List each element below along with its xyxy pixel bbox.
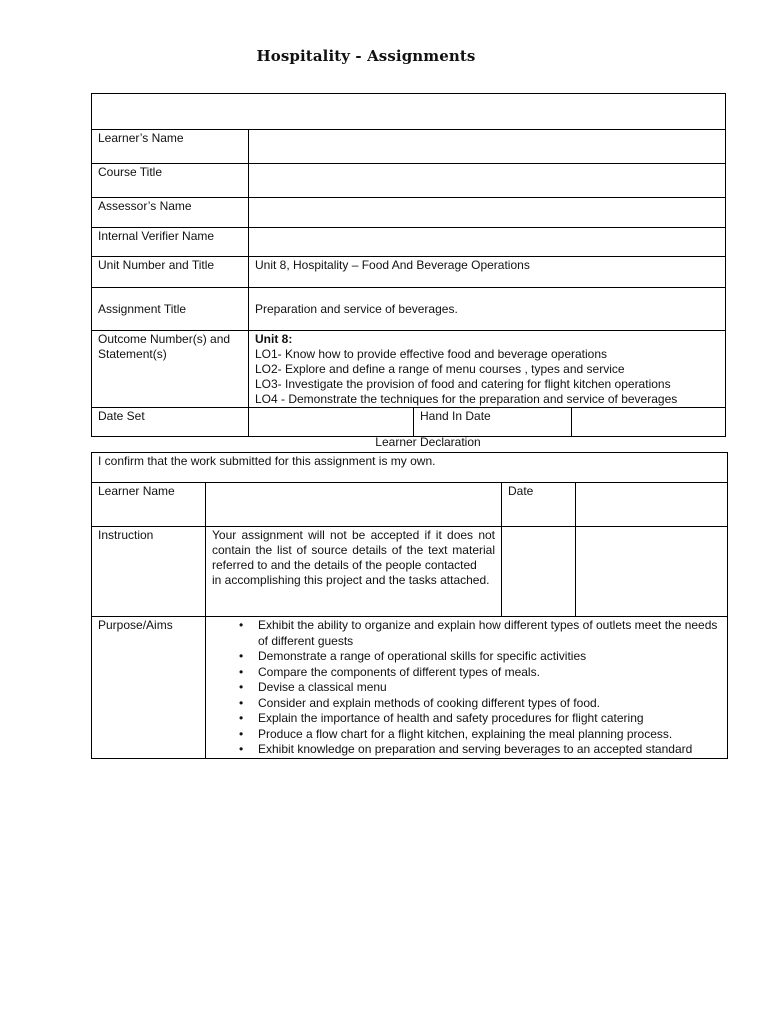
purpose-label: Purpose/Aims: [92, 617, 206, 759]
date-label: Date: [502, 483, 576, 527]
outcome-lo3: LO3- Investigate the provision of food and catering for flight kitchen operations: [255, 377, 671, 391]
list-item: [206, 618, 721, 649]
bullet-icon: •: [239, 711, 244, 725]
instruction-text-main: Your assignment will not be accepted if it does not contain the list of source details of the text material referred to and the details of the people contacted: [212, 528, 495, 572]
date-set-field[interactable]: [249, 408, 414, 437]
assignment-title-label: Assignment Title: [92, 288, 249, 331]
bullet-icon: •: [239, 695, 244, 710]
list-item: [206, 711, 721, 727]
outcome-label: Outcome Number(s) and Statement(s): [92, 331, 249, 408]
aim-text: Devise a classical menu: [258, 680, 387, 694]
table-row: [92, 331, 726, 408]
purpose-aims: [206, 617, 728, 759]
instruction-empty-cell: [576, 527, 728, 617]
table-row: [92, 453, 728, 483]
aim-text: Compare the components of different types of meals.: [258, 664, 540, 679]
aim-text: Exhibit knowledge on preparation and serving beverages to an accepted standard: [258, 742, 693, 756]
list-item: [206, 696, 721, 712]
bullet-icon: •: [239, 726, 244, 741]
assignment-info-table: [91, 93, 726, 437]
table-row: [92, 130, 726, 164]
outcome-lo1: LO1- Know how to provide effective food and beverage operations: [255, 347, 608, 361]
aim-text: Demonstrate a range of operational skills for specific activities: [258, 649, 587, 663]
learner-name-label: Learner’s Name: [92, 130, 249, 164]
table-row: [92, 198, 726, 228]
course-title-label: Course Title: [92, 164, 249, 198]
instruction-text-tail: in accomplishing this project and the tasks attached.: [212, 573, 490, 587]
bullet-icon: •: [239, 742, 244, 756]
document-title: Hospitality - Assignments: [256, 47, 476, 65]
instruction-empty-cell: [502, 527, 576, 617]
list-item: [206, 742, 721, 758]
table-row: [92, 483, 728, 527]
date-field[interactable]: [576, 483, 728, 527]
bullet-icon: •: [239, 664, 244, 679]
bullet-icon: •: [239, 649, 244, 663]
table-row: [92, 527, 728, 617]
learner-declaration-caption: Learner Declaration: [375, 435, 481, 449]
learner-declaration-table: [91, 452, 728, 759]
internal-verifier-field[interactable]: [249, 228, 726, 257]
bullet-icon: •: [239, 680, 244, 694]
assessor-name-field[interactable]: [249, 198, 726, 228]
unit-value: Unit 8, Hospitality – Food And Beverage Operations: [249, 257, 726, 288]
aim-text: Exhibit the ability to organize and explain how different types of outlets meet the needs of different guests: [258, 618, 718, 648]
course-title-field[interactable]: [249, 164, 726, 198]
table-row: [92, 257, 726, 288]
instruction-text: [206, 527, 502, 617]
table-row: [92, 288, 726, 331]
blank-header-cell: [92, 94, 726, 130]
bullet-icon: •: [239, 618, 244, 632]
table-row: [92, 408, 726, 437]
table-header-blank-row: [92, 94, 726, 130]
aim-text: Produce a flow chart for a flight kitchen, explaining the meal planning process.: [258, 726, 673, 741]
list-item: [206, 665, 721, 681]
list-item: [206, 680, 721, 696]
table-row: [92, 164, 726, 198]
aims-list: [206, 618, 721, 758]
internal-verifier-label: Internal Verifier Name: [92, 228, 249, 257]
assignment-title-value: Preparation and service of beverages.: [249, 288, 726, 331]
list-item: [206, 727, 721, 743]
table-row: [92, 228, 726, 257]
learner-name-label: Learner Name: [92, 483, 206, 527]
hand-in-date-field[interactable]: [572, 408, 726, 437]
hand-in-date-label: Hand In Date: [414, 408, 572, 437]
aim-text: Consider and explain methods of cooking different types of food.: [258, 695, 600, 710]
outcome-lo2: LO2- Explore and define a range of menu courses , types and service: [255, 362, 625, 376]
outcome-lo4: LO4 - Demonstrate the techniques for the preparation and service of beverages: [255, 392, 678, 406]
assessor-name-label: Assessor’s Name: [92, 198, 249, 228]
learner-name-field[interactable]: [249, 130, 726, 164]
list-item: [206, 649, 721, 665]
declaration-statement: I confirm that the work submitted for this assignment is my own.: [92, 453, 728, 483]
date-set-label: Date Set: [92, 408, 249, 437]
outcome-statements: [249, 331, 726, 408]
instruction-label: Instruction: [92, 527, 206, 617]
table-row: [92, 617, 728, 759]
aim-text: Explain the importance of health and safety procedures for flight catering: [258, 711, 644, 725]
learner-name-field[interactable]: [206, 483, 502, 527]
unit-label: Unit Number and Title: [92, 257, 249, 288]
outcome-heading: Unit 8:: [255, 332, 293, 346]
